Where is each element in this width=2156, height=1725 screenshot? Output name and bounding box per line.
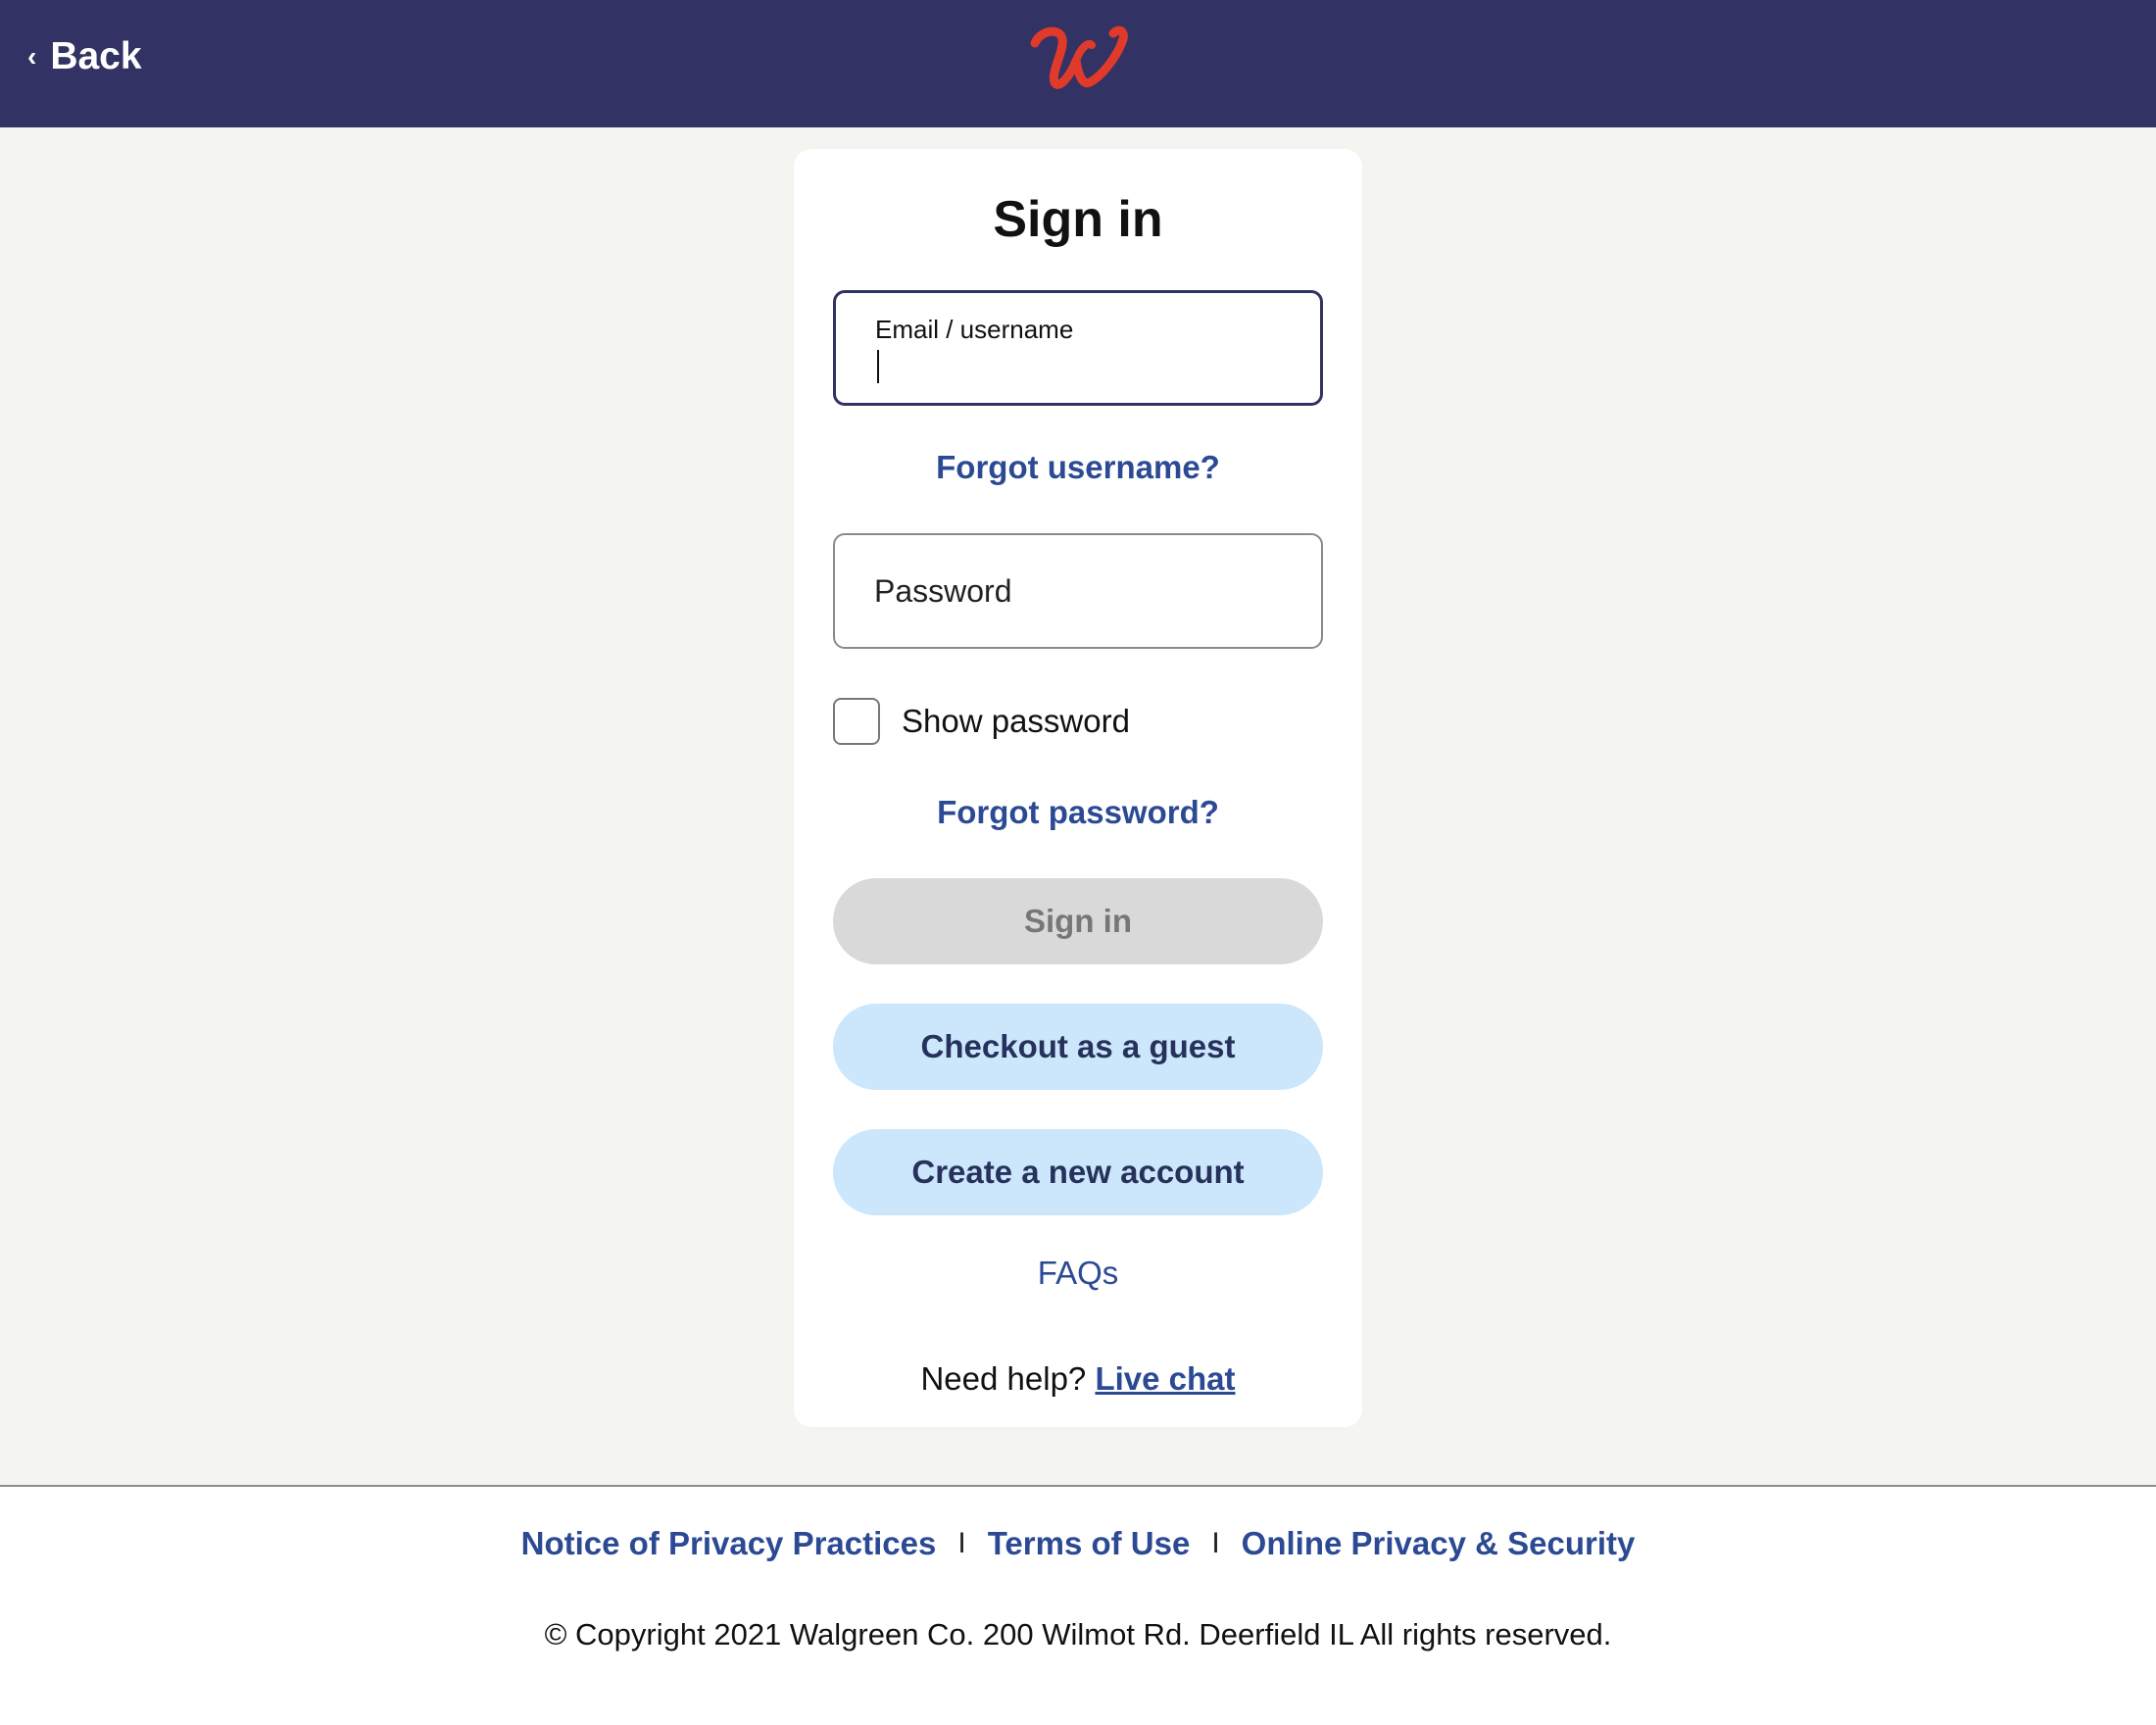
back-label: Back	[50, 35, 142, 77]
footer-divider	[0, 1485, 2156, 1487]
show-password-checkbox[interactable]	[833, 698, 880, 745]
walgreens-logo-icon[interactable]	[1027, 22, 1131, 96]
show-password-row	[833, 698, 1130, 745]
create-account-button[interactable]: Create a new account	[833, 1129, 1323, 1215]
help-row	[794, 1360, 1362, 1398]
footer-separator: I	[957, 1527, 966, 1559]
signin-card	[794, 149, 1362, 1427]
back-button[interactable]	[27, 29, 142, 84]
page-title: Sign in	[993, 191, 1163, 248]
terms-of-use-link[interactable]: Terms of Use	[987, 1525, 1191, 1561]
faqs-link[interactable]: FAQs	[1037, 1255, 1119, 1291]
password-field[interactable]	[833, 533, 1323, 649]
live-chat-link[interactable]: Live chat	[1095, 1360, 1236, 1397]
footer-links	[0, 1525, 2156, 1562]
text-caret	[877, 350, 879, 383]
privacy-practices-link[interactable]: Notice of Privacy Practices	[520, 1525, 937, 1561]
show-password-label[interactable]: Show password	[902, 703, 1130, 739]
copyright-text: © Copyright 2021 Walgreen Co. 200 Wilmot Rd. Deerfield IL All rights reserved.	[544, 1617, 1612, 1651]
online-privacy-link[interactable]: Online Privacy & Security	[1241, 1525, 1636, 1561]
email-field[interactable]	[833, 290, 1323, 406]
chevron-left-icon: ‹	[27, 41, 37, 72]
forgot-password-link[interactable]: Forgot password?	[937, 794, 1219, 830]
footer-separator: I	[1211, 1527, 1220, 1559]
password-placeholder: Password	[874, 572, 1012, 609]
signin-button[interactable]: Sign in	[833, 878, 1323, 964]
need-help-text: Need help?	[920, 1360, 1087, 1397]
forgot-username-link[interactable]: Forgot username?	[936, 449, 1220, 485]
checkout-guest-button[interactable]: Checkout as a guest	[833, 1004, 1323, 1090]
email-label: Email / username	[875, 315, 1074, 344]
top-header	[0, 0, 2156, 127]
